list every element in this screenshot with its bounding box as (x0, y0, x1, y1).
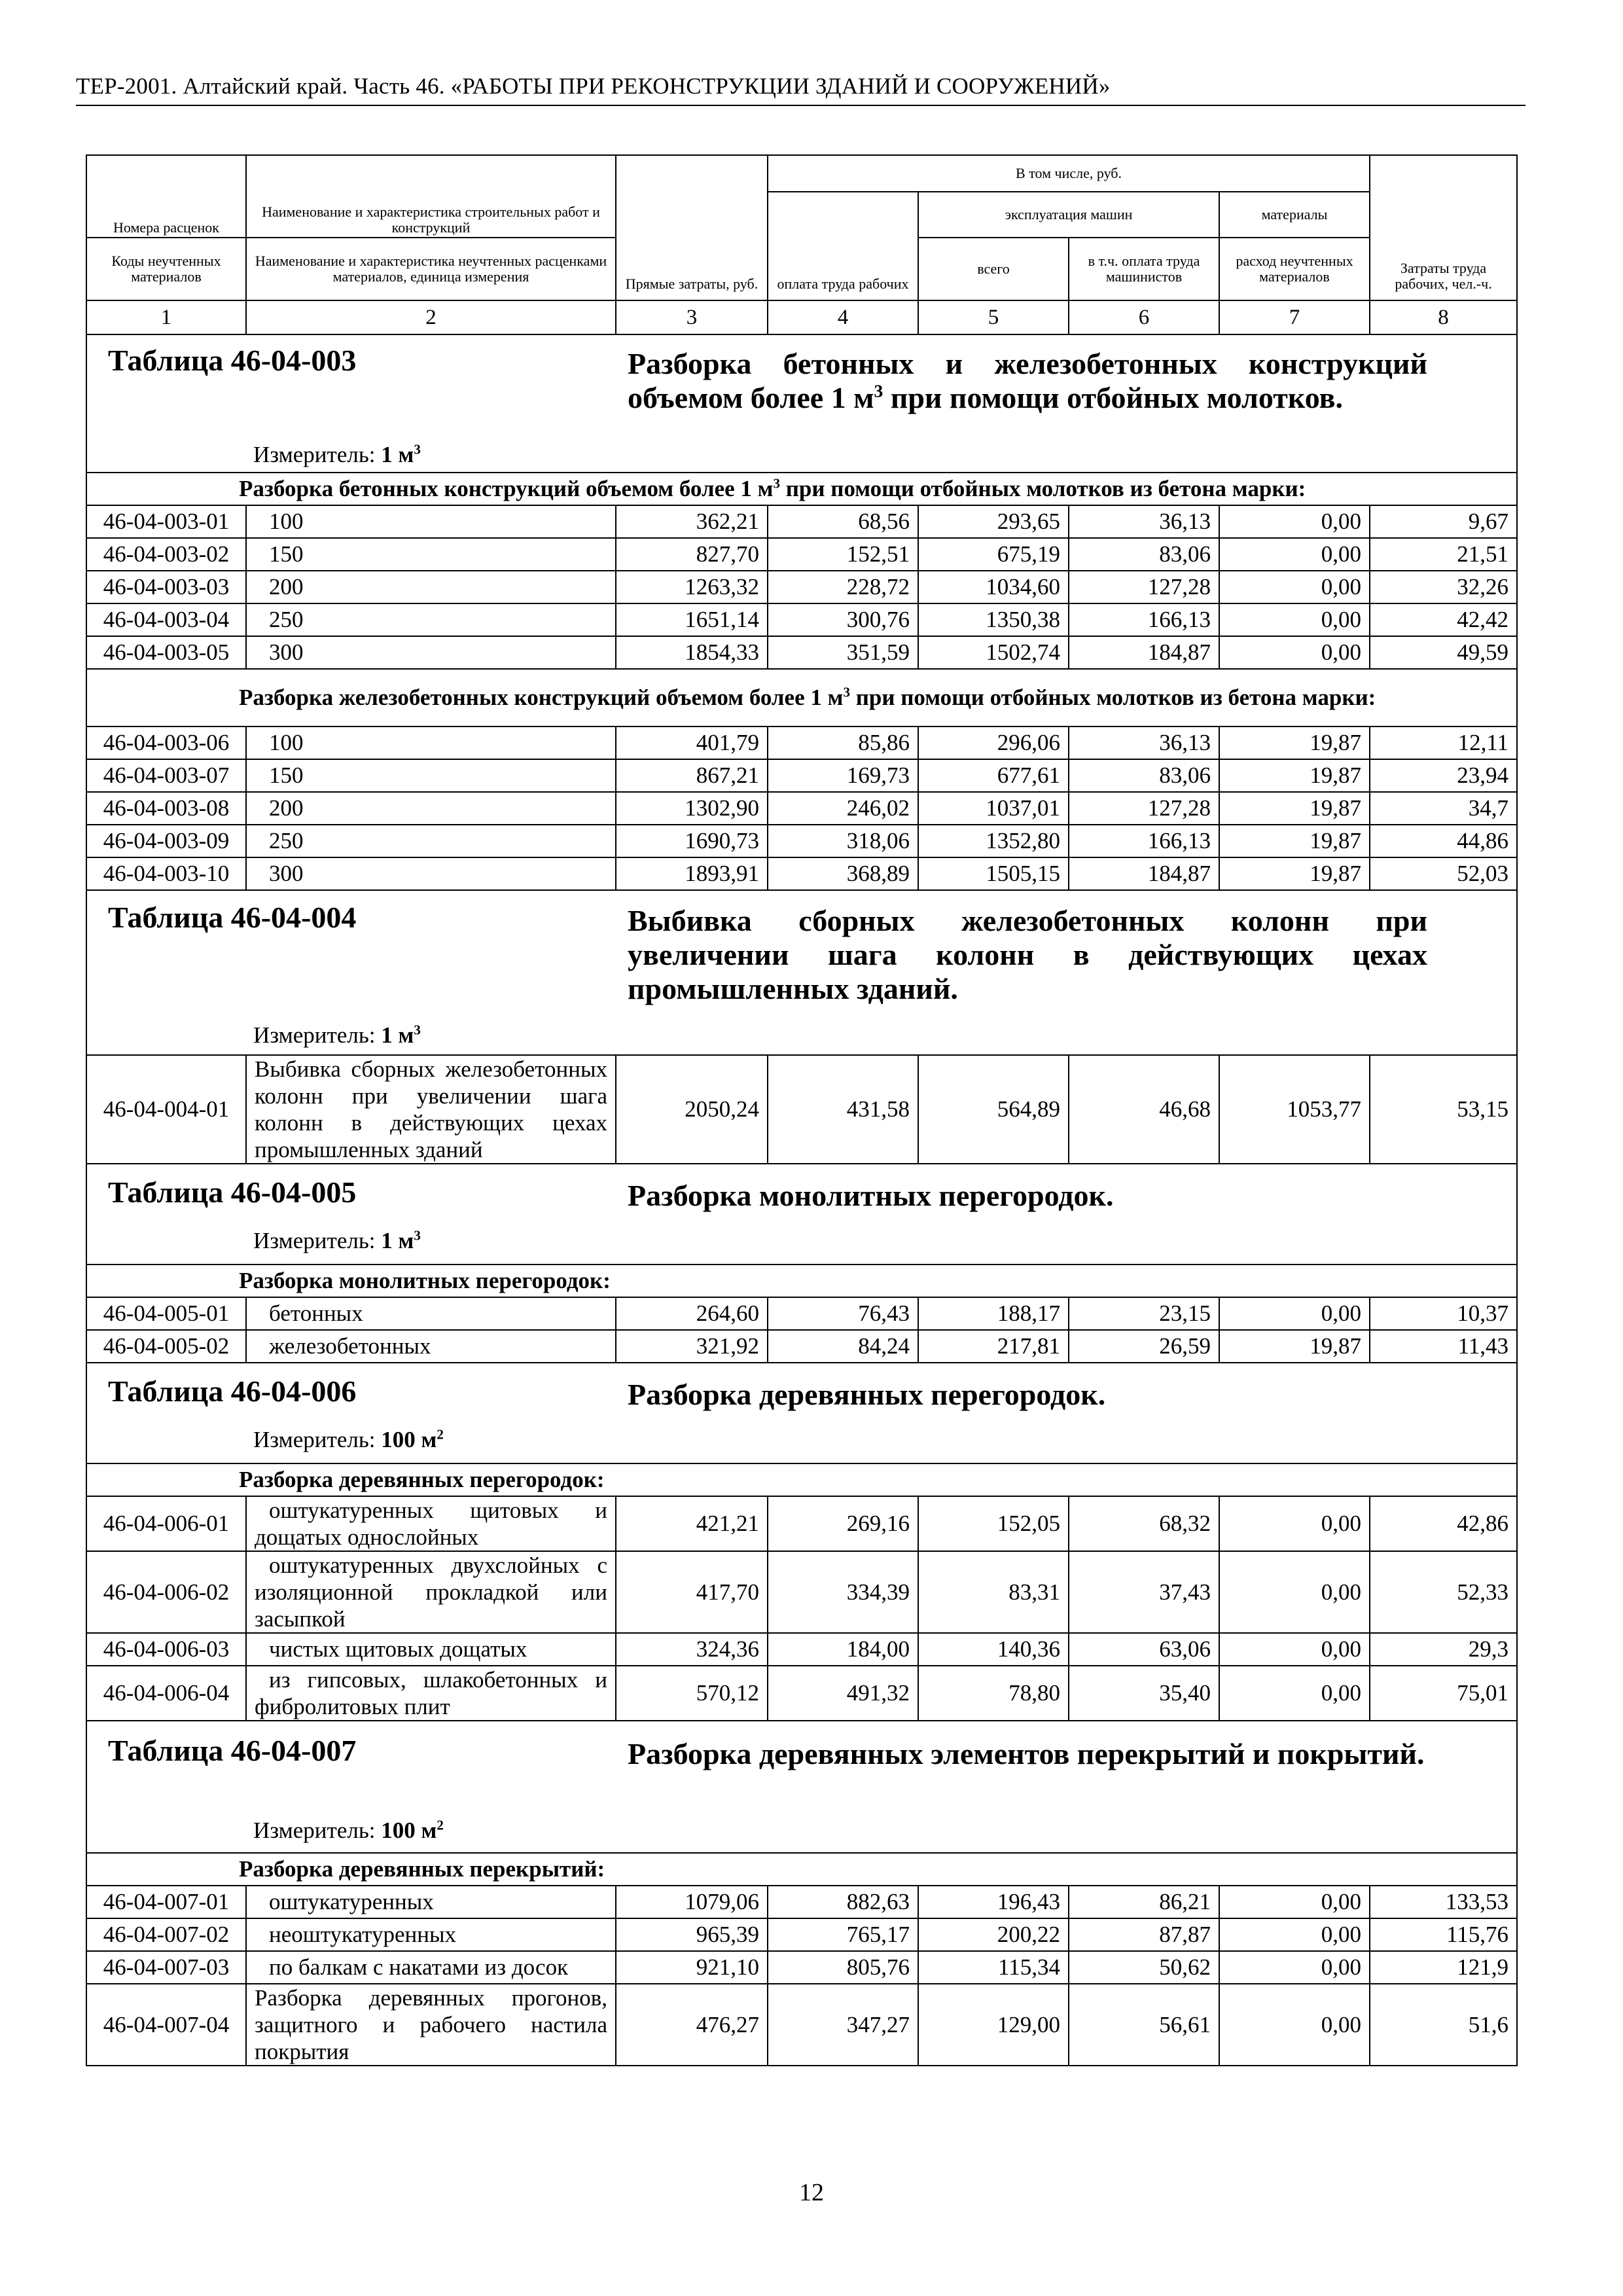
work-name: 200 (246, 792, 616, 825)
direct-costs: 476,27 (616, 1984, 768, 2066)
materials-unaccounted: 0,00 (1219, 1984, 1370, 2066)
direct-costs: 827,70 (616, 538, 768, 571)
direct-costs: 921,10 (616, 1951, 768, 1984)
work-name: 150 (246, 538, 616, 571)
direct-costs: 1690,73 (616, 825, 768, 857)
col-material-codes: Коды неучтенных материалов (86, 238, 246, 300)
labor-pay: 765,17 (768, 1918, 918, 1951)
col-price-numbers: Номера расценок (86, 155, 246, 238)
section-row: Разборка бетонных конструкций объемом более 1 $м^3$ при помощи отбойных молотков из бетона марки: (86, 473, 1517, 505)
direct-costs: 1651,14 (616, 603, 768, 636)
direct-costs: 867,21 (616, 759, 768, 792)
direct-costs: 2050,24 (616, 1055, 768, 1164)
price-table (86, 154, 1518, 2066)
col-materials: материалы (1219, 192, 1370, 238)
table-t007-header (86, 1721, 1517, 1853)
labor-pay: 334,39 (768, 1551, 918, 1633)
table-title: Разборка монолитных перегородок. (628, 1179, 1114, 1212)
work-name: по балкам с накатами из досок (246, 1951, 616, 1984)
machines-operators: 166,13 (1069, 825, 1219, 857)
table-row (86, 1330, 1517, 1363)
labor-pay: 246,02 (768, 792, 918, 825)
labor-costs: 12,11 (1370, 726, 1517, 759)
materials-unaccounted: 19,87 (1219, 792, 1370, 825)
machines-operators: 127,28 (1069, 571, 1219, 603)
materials-unaccounted: 0,00 (1219, 571, 1370, 603)
labor-pay: 84,24 (768, 1330, 918, 1363)
labor-costs: 42,42 (1370, 603, 1517, 636)
machines-total: 115,34 (918, 1951, 1069, 1984)
rate-code: 46-04-003-06 (86, 726, 246, 759)
direct-costs: 965,39 (616, 1918, 768, 1951)
machines-operators: 56,61 (1069, 1984, 1219, 2066)
labor-pay: 882,63 (768, 1886, 918, 1918)
page-number: 12 (799, 2179, 824, 2206)
machines-total: 200,22 (918, 1918, 1069, 1951)
direct-costs: 264,60 (616, 1297, 768, 1330)
section-row: Разборка деревянных перегородок: (86, 1463, 1517, 1496)
work-name: 300 (246, 636, 616, 669)
table-number: Таблица 46-04-003 (108, 344, 357, 377)
labor-pay: 228,72 (768, 571, 918, 603)
machines-total: 296,06 (918, 726, 1069, 759)
materials-unaccounted: 0,00 (1219, 1551, 1370, 1633)
labor-pay: 351,59 (768, 636, 918, 669)
col-labor-costs: Затраты труда рабочих, чел.-ч. (1370, 155, 1517, 300)
materials-unaccounted: 0,00 (1219, 1633, 1370, 1666)
work-name: неоштукатуренных (246, 1918, 616, 1951)
machines-operators: 23,15 (1069, 1297, 1219, 1330)
labor-costs: 52,03 (1370, 857, 1517, 890)
rate-code: 46-04-007-04 (86, 1984, 246, 2066)
machines-total: 564,89 (918, 1055, 1069, 1164)
labor-costs: 75,01 (1370, 1666, 1517, 1721)
col-machines-operators: в т.ч. оплата труда машинистов (1069, 238, 1219, 300)
table-row (86, 636, 1517, 669)
materials-unaccounted: 0,00 (1219, 538, 1370, 571)
section-row: Разборка монолитных перегородок: (86, 1265, 1517, 1297)
work-name: 150 (246, 759, 616, 792)
labor-costs: 10,37 (1370, 1297, 1517, 1330)
section-row: Разборка деревянных перекрытий: (86, 1853, 1517, 1886)
work-name: оштукатуренных щитовых и дощатых однослойных (246, 1496, 616, 1551)
labor-pay: 169,73 (768, 759, 918, 792)
materials-unaccounted: 19,87 (1219, 726, 1370, 759)
col-number: 8 (1370, 300, 1517, 334)
table-number: Таблица 46-04-004 (108, 901, 357, 934)
labor-costs: 49,59 (1370, 636, 1517, 669)
labor-costs: 32,26 (1370, 571, 1517, 603)
table-row (86, 505, 1517, 538)
labor-pay: 318,06 (768, 825, 918, 857)
col-labor-pay: оплата труда рабочих (768, 192, 918, 300)
work-name: 100 (246, 726, 616, 759)
machines-operators: 50,62 (1069, 1951, 1219, 1984)
rate-code: 46-04-007-02 (86, 1918, 246, 1951)
materials-unaccounted: 19,87 (1219, 759, 1370, 792)
labor-pay: 85,86 (768, 726, 918, 759)
table-row (86, 1297, 1517, 1330)
rate-code: 46-04-003-02 (86, 538, 246, 571)
rate-code: 46-04-005-02 (86, 1330, 246, 1363)
rate-code: 46-04-007-01 (86, 1886, 246, 1918)
labor-pay: 68,56 (768, 505, 918, 538)
rate-code: 46-04-006-03 (86, 1633, 246, 1666)
machines-total: 1034,60 (918, 571, 1069, 603)
machines-operators: 36,13 (1069, 505, 1219, 538)
labor-costs: 29,3 (1370, 1633, 1517, 1666)
machines-total: 140,36 (918, 1633, 1069, 1666)
machines-operators: 83,06 (1069, 759, 1219, 792)
rate-code: 46-04-006-01 (86, 1496, 246, 1551)
materials-unaccounted: 0,00 (1219, 1886, 1370, 1918)
labor-costs: 21,51 (1370, 538, 1517, 571)
labor-pay: 269,16 (768, 1496, 918, 1551)
table-row (86, 1886, 1517, 1918)
table-row (86, 1666, 1517, 1721)
labor-pay: 491,32 (768, 1666, 918, 1721)
machines-operators: 63,06 (1069, 1633, 1219, 1666)
work-name: 100 (246, 505, 616, 538)
table-t006-header (86, 1363, 1517, 1463)
work-name: чистых щитовых дощатых (246, 1633, 616, 1666)
table-row (86, 759, 1517, 792)
table-row (86, 1551, 1517, 1633)
direct-costs: 570,12 (616, 1666, 768, 1721)
table-number: Таблица 46-04-006 (108, 1374, 357, 1408)
materials-unaccounted: 0,00 (1219, 603, 1370, 636)
machines-total: 217,81 (918, 1330, 1069, 1363)
table-row (86, 1951, 1517, 1984)
table-t004-header (86, 890, 1517, 1055)
materials-unaccounted: 0,00 (1219, 1496, 1370, 1551)
labor-pay: 368,89 (768, 857, 918, 890)
labor-pay: 431,58 (768, 1055, 918, 1164)
machines-operators: 26,59 (1069, 1330, 1219, 1363)
table-46-04-003-header (86, 334, 1517, 473)
machines-total: 152,05 (918, 1496, 1069, 1551)
machines-total: 78,80 (918, 1666, 1069, 1721)
machines-total: 293,65 (918, 505, 1069, 538)
table-measure: Измеритель: 1 $м^3$ (253, 1227, 421, 1253)
machines-operators: 83,06 (1069, 538, 1219, 571)
work-name: оштукатуренных двухслойных с изоляционной прокладкой или засыпкой (246, 1551, 616, 1633)
direct-costs: 1302,90 (616, 792, 768, 825)
machines-total: 1502,74 (918, 636, 1069, 669)
labor-costs: 34,7 (1370, 792, 1517, 825)
table-row (86, 825, 1517, 857)
table-row (86, 1984, 1517, 2066)
table-row (86, 1496, 1517, 1551)
work-name: 300 (246, 857, 616, 890)
machines-total: 1037,01 (918, 792, 1069, 825)
materials-unaccounted: 0,00 (1219, 505, 1370, 538)
table-measure: Измеритель: 1 $м^3$ (253, 441, 421, 467)
table-title: Разборка деревянных элементов перекрытий и покрытий. (628, 1737, 1425, 1770)
materials-unaccounted: 19,87 (1219, 825, 1370, 857)
rate-code: 46-04-006-02 (86, 1551, 246, 1633)
col-direct-costs: Прямые затраты, руб. (616, 155, 768, 300)
machines-total: 188,17 (918, 1297, 1069, 1330)
col-number: 4 (768, 300, 918, 334)
labor-costs: 51,6 (1370, 1984, 1517, 2066)
labor-costs: 53,15 (1370, 1055, 1517, 1164)
labor-costs: 52,33 (1370, 1551, 1517, 1633)
col-number: 6 (1069, 300, 1219, 334)
machines-total: 196,43 (918, 1886, 1069, 1918)
work-name: Выбивка сборных железобетонных колонн при увеличении шага колонн в действующих цехах промышленных зданий (246, 1055, 616, 1164)
machines-total: 677,61 (918, 759, 1069, 792)
table-row (86, 603, 1517, 636)
direct-costs: 1079,06 (616, 1886, 768, 1918)
labor-costs: 121,9 (1370, 1951, 1517, 1984)
labor-pay: 76,43 (768, 1297, 918, 1330)
machines-operators: 127,28 (1069, 792, 1219, 825)
labor-pay: 184,00 (768, 1633, 918, 1666)
work-name: 250 (246, 825, 616, 857)
table-title: Разборка деревянных перегородок. (628, 1378, 1106, 1411)
work-name: железобетонных (246, 1330, 616, 1363)
document-header: ТЕР-2001. Алтайский край. Часть 46. «РАБОТЫ ПРИ РЕКОНСТРУКЦИИ ЗДАНИЙ И СООРУЖЕНИЙ» (76, 73, 1111, 99)
header-rule (76, 105, 1525, 106)
machines-total: 675,19 (918, 538, 1069, 571)
machines-total: 1350,38 (918, 603, 1069, 636)
machines-operators: 166,13 (1069, 603, 1219, 636)
materials-unaccounted: 19,87 (1219, 857, 1370, 890)
materials-unaccounted: 19,87 (1219, 1330, 1370, 1363)
rate-code: 46-04-003-10 (86, 857, 246, 890)
col-number: 7 (1219, 300, 1370, 334)
col-number: 1 (86, 300, 246, 334)
direct-costs: 1893,91 (616, 857, 768, 890)
direct-costs: 362,21 (616, 505, 768, 538)
materials-unaccounted: 0,00 (1219, 1297, 1370, 1330)
rate-code: 46-04-007-03 (86, 1951, 246, 1984)
table-row (86, 726, 1517, 759)
section-row: Разборка железобетонных конструкций объемом более 1 $м^3$ при помощи отбойных молотков из бетона марки: (86, 669, 1517, 726)
table-row (86, 1633, 1517, 1666)
labor-costs: 42,86 (1370, 1496, 1517, 1551)
col-number: 3 (616, 300, 768, 334)
work-name: бетонных (246, 1297, 616, 1330)
labor-pay: 300,76 (768, 603, 918, 636)
table-t005-header (86, 1164, 1517, 1265)
machines-operators: 37,43 (1069, 1551, 1219, 1633)
machines-operators: 87,87 (1069, 1918, 1219, 1951)
table-row (86, 857, 1517, 890)
machines-total: 129,00 (918, 1984, 1069, 2066)
table-row (86, 792, 1517, 825)
machines-operators: 36,13 (1069, 726, 1219, 759)
machines-total: 1505,15 (918, 857, 1069, 890)
table-title: Выбивка сборных железобетонных колонн при увеличении шага колонн в действующих цехах промышленных зданий. (628, 904, 1427, 1005)
labor-costs: 133,53 (1370, 1886, 1517, 1918)
rate-code: 46-04-003-03 (86, 571, 246, 603)
labor-costs: 11,43 (1370, 1330, 1517, 1363)
rate-code: 46-04-003-01 (86, 505, 246, 538)
machines-operators: 86,21 (1069, 1886, 1219, 1918)
work-name: Разборка деревянных прогонов, защитного и рабочего настила покрытия (246, 1984, 616, 2066)
direct-costs: 1263,32 (616, 571, 768, 603)
table-measure: Измеритель: 100 $м^2$ (253, 1426, 444, 1452)
work-name: оштукатуренных (246, 1886, 616, 1918)
table-row (86, 1918, 1517, 1951)
materials-unaccounted: 0,00 (1219, 636, 1370, 669)
rate-code: 46-04-005-01 (86, 1297, 246, 1330)
rate-code: 46-04-003-09 (86, 825, 246, 857)
labor-costs: 44,86 (1370, 825, 1517, 857)
col-material-name: Наименование и характеристика неучтенных расценками материалов, единица измерения (246, 238, 616, 300)
table-row (86, 571, 1517, 603)
direct-costs: 401,79 (616, 726, 768, 759)
work-name: 200 (246, 571, 616, 603)
table-row (86, 538, 1517, 571)
rate-code: 46-04-004-01 (86, 1055, 246, 1164)
col-including: В том числе, руб. (768, 155, 1370, 192)
materials-unaccounted: 0,00 (1219, 1951, 1370, 1984)
direct-costs: 421,21 (616, 1496, 768, 1551)
machines-operators: 184,87 (1069, 636, 1219, 669)
direct-costs: 321,92 (616, 1330, 768, 1363)
machines-operators: 35,40 (1069, 1666, 1219, 1721)
work-name: из гипсовых, шлакобетонных и фибролитовых плит (246, 1666, 616, 1721)
col-machines-total: всего (918, 238, 1069, 300)
machines-operators: 184,87 (1069, 857, 1219, 890)
direct-costs: 417,70 (616, 1551, 768, 1633)
labor-costs: 23,94 (1370, 759, 1517, 792)
materials-unaccounted: 0,00 (1219, 1666, 1370, 1721)
labor-pay: 805,76 (768, 1951, 918, 1984)
table-number: Таблица 46-04-005 (108, 1175, 357, 1209)
rate-code: 46-04-003-07 (86, 759, 246, 792)
col-work-name: Наименование и характеристика строительных работ и конструкций (246, 155, 616, 238)
labor-costs: 9,67 (1370, 505, 1517, 538)
labor-pay: 152,51 (768, 538, 918, 571)
col-number: 5 (918, 300, 1069, 334)
rate-code: 46-04-006-04 (86, 1666, 246, 1721)
rate-code: 46-04-003-08 (86, 792, 246, 825)
labor-pay: 347,27 (768, 1984, 918, 2066)
table-measure: Измеритель: 1 $м^3$ (253, 1022, 421, 1048)
machines-operators: 68,32 (1069, 1496, 1219, 1551)
col-materials-unaccounted: расход неучтенных материалов (1219, 238, 1370, 300)
machines-total: 83,31 (918, 1551, 1069, 1633)
table-measure: Измеритель: 100 $м^2$ (253, 1817, 444, 1843)
labor-costs: 115,76 (1370, 1918, 1517, 1951)
machines-total: 1352,80 (918, 825, 1069, 857)
work-name: 250 (246, 603, 616, 636)
table-title: Разборка бетонных и железобетонных конструкций объемом более 1 $м^3$ при помощи отбойных молотков. (628, 347, 1427, 414)
table-number: Таблица 46-04-007 (108, 1734, 357, 1767)
direct-costs: 1854,33 (616, 636, 768, 669)
table-row (86, 1055, 1517, 1164)
machines-operators: 46,68 (1069, 1055, 1219, 1164)
col-machines: эксплуатация машин (918, 192, 1219, 238)
rate-code: 46-04-003-05 (86, 636, 246, 669)
materials-unaccounted: 1053,77 (1219, 1055, 1370, 1164)
materials-unaccounted: 0,00 (1219, 1918, 1370, 1951)
direct-costs: 324,36 (616, 1633, 768, 1666)
rate-code: 46-04-003-04 (86, 603, 246, 636)
col-number: 2 (246, 300, 616, 334)
